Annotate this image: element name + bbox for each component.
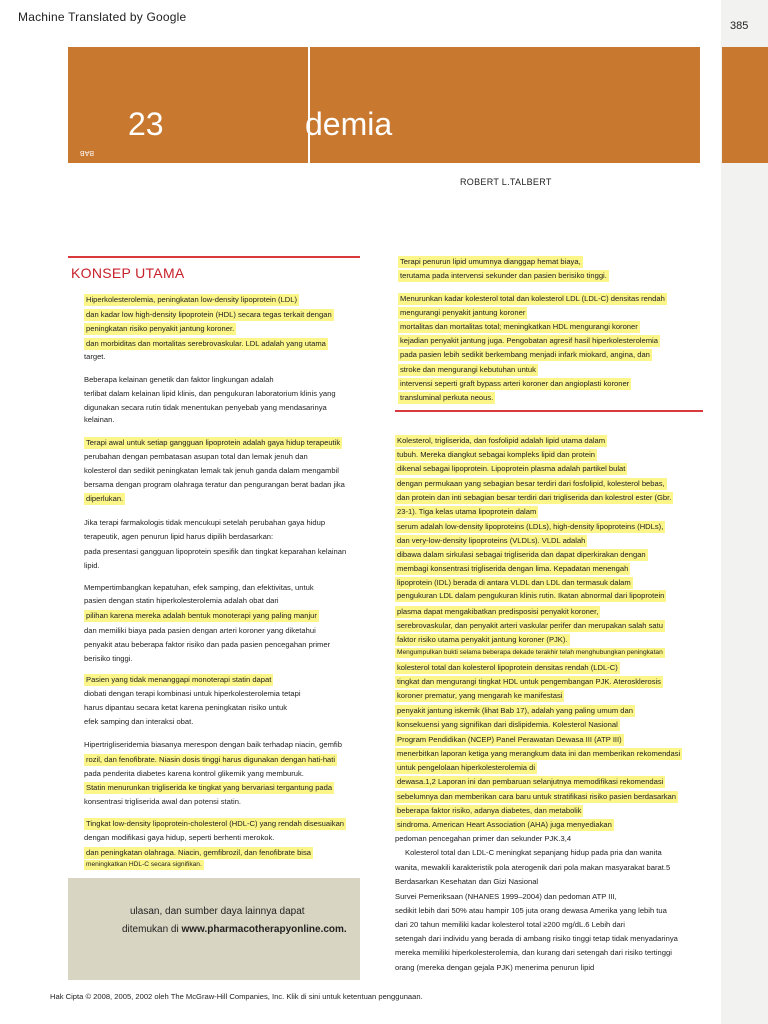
- left-line: dan morbiditas dan mortalitas serebrovaskular. LDL adalah yang utama: [86, 339, 326, 348]
- right-line: menerbitkan laporan ketiga yang merangkum data ini dan memberikan rekomendasi: [397, 749, 681, 758]
- left-line: Terapi awal untuk setiap gangguan lipoprotein adalah gaya hidup terapeutik: [86, 438, 341, 447]
- left-line: Tingkat low-density lipoprotein-cholesterol (HDL-C) yang rendah disesuaikan: [86, 819, 345, 828]
- left-line: dan memiliki biaya pada pasien dengan arteri koroner yang diketahui: [84, 626, 316, 635]
- left-line: pada penderita diabetes karena kontrol glikemik yang memburuk.: [84, 769, 304, 778]
- right-line: sindroma. American Heart Association (AHA) juga menyediakan: [397, 820, 612, 829]
- left-line: Mempertimbangkan kepatuhan, efek samping, dan efektivitas, untuk: [84, 583, 314, 592]
- left-line: pasien dengan statin hiperkolesterolemia adalah obat dari: [84, 596, 279, 605]
- left-line: terapeutik, agen penurun lipid harus dipilih berdasarkan:: [84, 532, 274, 541]
- right-body-column: [395, 0, 705, 980]
- right-top-line: pada pasien lebih sedikit berkembang menjadi infark miokard, angina, dan: [400, 350, 650, 359]
- bab-label: BAB: [80, 149, 95, 156]
- right-line: dan protein dan inti sebagian besar terdiri dari trigliserida dan kolestrol ester (Gbr.: [397, 493, 672, 502]
- right-line: Kolesterol total dan LDL-C meningkat sepanjang hidup pada pria dan wanita: [405, 848, 662, 857]
- right-top-line: Menurunkan kadar kolesterol total dan kolesterol LDL (LDL-C) densitas rendah: [400, 294, 665, 303]
- machine-translated-label: Machine Translated by Google: [18, 10, 187, 24]
- left-line: diobati dengan terapi kombinasi untuk hiperkolesterolemia tetapi: [84, 689, 301, 698]
- right-line: Program Pendidikan (NCEP) Panel Perawatan Dewasa III (ATP III): [397, 735, 622, 744]
- right-line: Survei Pemeriksaan (NHANES 1999–2004) dan pedoman ATP III,: [395, 892, 617, 901]
- page-number: 385: [730, 20, 749, 32]
- right-line: Mengumpulkan bukti selama beberapa dekade terakhir telah menghubungkan peningkatan: [397, 649, 663, 656]
- right-line: untuk pengelolaan hiperkolesterolemia di: [397, 763, 536, 772]
- left-line: bersama dengan program olahraga teratur dan pengurangan berat badan jika: [84, 480, 345, 489]
- right-line: dari 20 tahun memiliki kadar kolesterol total ≥200 mg/dL.6 Lebih dari: [395, 920, 625, 929]
- copyright-footer[interactable]: Hak Cipta © 2008, 2005, 2002 oleh The McGraw-Hill Companies, Inc. Klik di sini untuk ketentuan penggunaan.: [50, 992, 423, 1001]
- right-line: serebrovaskular, dan penyakit arteri vaskular perifer dan merupakan salah satu: [397, 621, 663, 630]
- left-column: [84, 0, 374, 880]
- right-line: plasma dapat mengakibatkan predisposisi penyakit koroner,: [397, 607, 599, 616]
- right-line: tingkat dan mengurangi tingkat HDL untuk pengembangan PJK. Aterosklerosis: [397, 677, 661, 686]
- right-line: setengah dari individu yang berada di ambang risiko tinggi tetap tidak menyadarinya: [395, 934, 678, 943]
- left-line: konsentrasi trigliserida awal dan potensi statin.: [84, 797, 242, 806]
- left-line: Pasien yang tidak menanggapi monoterapi statin dapat: [86, 675, 272, 684]
- right-line: tubuh. Mereka diangkut sebagai kompleks lipid dan protein: [397, 450, 595, 459]
- section-heading: KONSEP UTAMA: [71, 265, 185, 281]
- left-line: Jika terapi farmakologis tidak mencukupi setelah perubahan gaya hidup: [84, 518, 326, 527]
- chapter-title: demia: [305, 106, 393, 142]
- left-line: dengan modifikasi gaya hidup, seperti berhenti merokok.: [84, 833, 275, 842]
- right-line: pengukuran LDL dalam pengukuran klinis rutin. Ikatan abnormal dari lipoprotein: [397, 591, 665, 600]
- right-line: dewasa.1,2 Laporan ini dan pembaruan selanjutnya memodifikasi rekomendasi: [397, 777, 664, 786]
- right-line: kolesterol total dan kolesterol lipoprotein densitas rendah (LDL-C): [397, 663, 618, 672]
- right-line: dibawa dalam sirkulasi sebagai trigliserida dan dapat diperkirakan dengan: [397, 550, 646, 559]
- right-line: membagi konsentrasi trigliserida dengan lima. Kepadatan menengah: [397, 564, 629, 573]
- right-top-line: stroke dan mengurangi kebutuhan untuk: [400, 365, 536, 374]
- right-line: 23-1). Tiga kelas utama lipoprotein dalam: [397, 507, 537, 516]
- left-line: harus dipantau secara ketat karena peningkatan risiko untuk: [84, 703, 288, 712]
- left-line: kelainan.: [84, 415, 115, 424]
- right-line: pedoman pencegahan primer dan sekunder PJK.3,4: [395, 834, 572, 843]
- right-line: koroner prematur, yang mengarah ke manifestasi: [397, 691, 563, 700]
- right-line: orang (mereka dengan gejala PJK) menerima penurun lipid: [395, 963, 595, 972]
- right-line: dan very-low-density lipoproteins (VLDLs). VLDL adalah: [397, 536, 586, 545]
- left-line: terlibat dalam kelainan lipid klinis, dan pengukuran laboratorium klinis yang: [84, 389, 336, 398]
- author-name: ROBERT L.TALBERT: [460, 177, 552, 187]
- left-line: pada presentasi gangguan lipoprotein spesifik dan tingkat keparahan kelainan: [84, 547, 347, 556]
- right-line: Kolesterol, trigliserida, dan fosfolipid adalah lipid utama dalam: [397, 436, 606, 445]
- chapter-number: 23: [128, 106, 164, 142]
- left-line: efek samping dan interaksi obat.: [84, 717, 194, 726]
- left-line: meningkatkan HDL-C secara signifikan.: [86, 861, 202, 868]
- left-line: digunakan secara rutin tidak menentukan penyebab yang mendasarinya: [84, 403, 327, 412]
- right-line: dikenal sebagai lipoprotein. Lipoprotein plasma adalah partikel bulat: [397, 464, 626, 473]
- right-top-line: kejadian penyakit jantung juga. Pengobatan agresif hasil hiperkolesterolemia: [400, 336, 658, 345]
- left-line: dan kadar low high-density lipoprotein (HDL) secara tegas terkait dengan: [86, 310, 332, 319]
- left-line: dan peningkatan olahraga. Niacin, gemfibrozil, dan fenofibrate bisa: [86, 848, 312, 857]
- left-line: diperlukan.: [86, 494, 124, 503]
- left-line: perubahan dengan pembatasan asupan total dan lemak jenuh dan: [84, 452, 308, 461]
- right-line: serum adalah low-density lipoproteins (LDLs), high-density lipoproteins (HDLs),: [397, 522, 664, 531]
- right-line: wanita, mewakili karakteristik pola aterogenik dari pola makan masyarakat barat.5: [395, 863, 671, 872]
- right-top-line: mengurangi penyakit jantung koroner: [400, 308, 526, 317]
- right-line: lipoprotein (IDL) berada di antara VLDL dan LDL dan termasuk dalam: [397, 578, 631, 587]
- right-line: dengan permukaan yang sebagian besar terdiri dari fosfolipid, kolesterol bebas,: [397, 479, 665, 488]
- right-line: Berdasarkan Kesehatan dan Gizi Nasional: [395, 877, 539, 886]
- left-line: lipid.: [84, 561, 100, 570]
- right-line: sedikit lebih dari 50% atau hampir 105 juta orang dewasa Amerika yang lebih tua: [395, 906, 667, 915]
- right-top-line: Terapi penurun lipid umumnya dianggap hemat biaya,: [400, 257, 581, 266]
- right-line: penyakit jantung iskemik (lihat Bab 17), adalah yang paling umum dan: [397, 706, 633, 715]
- learning-resources-box: [68, 878, 360, 980]
- right-top-line: terutama pada intervensi sekunder dan pasien berisiko tinggi.: [400, 271, 607, 280]
- right-line: faktor risiko utama penyakit jantung koroner (PJK).: [397, 635, 568, 644]
- left-line: kolesterol dan sedikit peningkatan lemak tak jenuh ganda dalam mengambil: [84, 466, 339, 475]
- left-line: berisiko tinggi.: [84, 654, 133, 663]
- right-line: sebelumnya dan memberikan cara baru untuk stratifikasi risiko pasien berdasarkan: [397, 792, 676, 801]
- learning-box-line2: ulasan, dan sumber daya lainnya dapat: [130, 906, 305, 917]
- right-top-line: intervensi seperti graft bypass arteri koroner dan angioplasti koroner: [400, 379, 630, 388]
- left-line: penyakit atau beberapa faktor risiko dan pada pasien pencegahan primer: [84, 640, 331, 649]
- right-top-line: mortalitas dan mortalitas total; meningkatkan HDL mengurangi koroner: [400, 322, 638, 331]
- right-line: konsekuensi yang signifikan dari dislipidemia. Kolesterol Nasional: [397, 720, 618, 729]
- right-line: beberapa faktor risiko, adanya diabetes, dan metabolik: [397, 806, 582, 815]
- learning-box-line3: [122, 924, 347, 935]
- left-line: Statin menurunkan trigliserida ke tingkat yang bervariasi tergantung pada: [86, 783, 333, 792]
- left-line: target.: [84, 352, 106, 361]
- chapter-banner-tab: [722, 47, 768, 163]
- left-line: peningkatan risiko penyakit jantung koroner.: [86, 324, 235, 333]
- left-line: pilihan karena mereka adalah bentuk monoterapi yang paling manjur: [86, 611, 317, 620]
- left-line: Hiperkolesterolemia, peningkatan low-density lipoprotein (LDL): [86, 295, 298, 304]
- left-line: Hipertrigliseridemia biasanya merespon dengan baik terhadap niacin, gemfib: [84, 740, 342, 749]
- right-line: mereka memiliki hiperkolesterolemia, dan kurang dari setengah dari risiko tertinggi: [395, 948, 672, 957]
- pharmacotherapy-link[interactable]: www.pharmacotherapyonline.com.: [181, 924, 347, 935]
- left-line: rozil, dan fenofibrate. Niasin dosis tinggi harus digunakan dengan hati-hati: [86, 755, 336, 764]
- learning-box-prefix: ditemukan di: [122, 924, 182, 935]
- right-top-line: transluminal perkuta neous.: [400, 393, 494, 402]
- left-line: Beberapa kelainan genetik dan faktor lingkungan adalah: [84, 375, 274, 384]
